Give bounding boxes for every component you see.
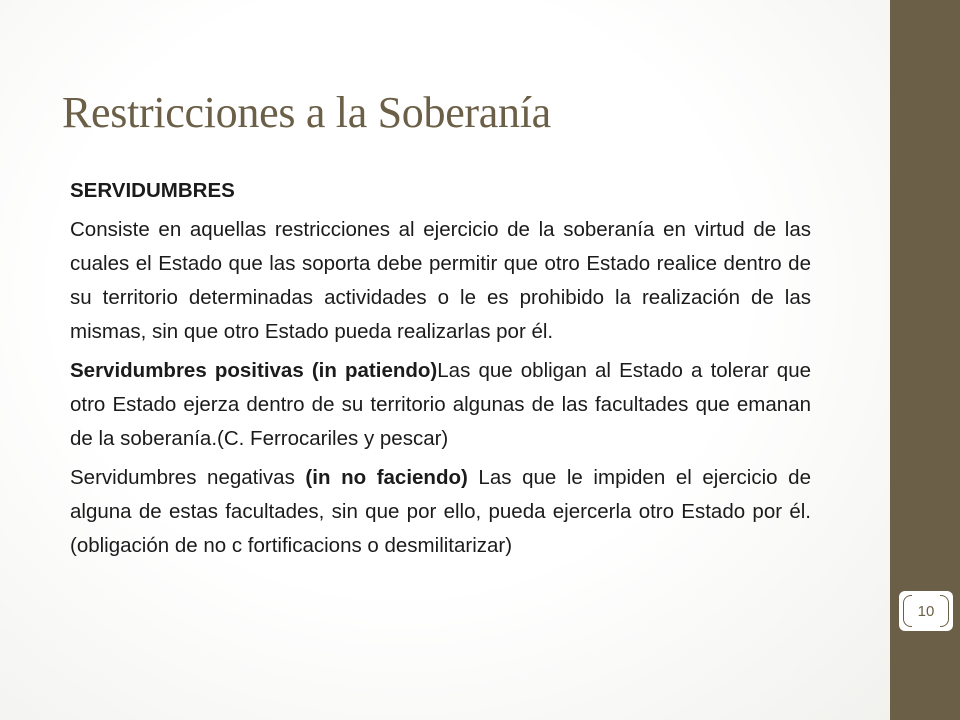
section-heading: SERVIDUMBRES — [70, 179, 235, 202]
negative-servitudes-paragraph — [70, 461, 811, 563]
negative-servitudes-text: Las que le impiden el ejercicio de alguna de estas facultades, sin que por ello, pueda ejercerla otro Estado por él. (obligación de no c fortificacions o desmilitarizar) — [70, 466, 811, 558]
slide-title: Restricciones a la Soberanía — [62, 88, 551, 137]
negative-servitudes-term: (in no faciendo) — [305, 466, 468, 490]
slide-body — [70, 174, 811, 568]
definition-paragraph: Consiste en aquellas restricciones al ejercicio de la soberanía en virtud de las cuales el Estado que las soporta debe permitir que otro Estado realice dentro de su territorio determinadas actividades o le es prohibido la realización de las mismas, sin que otro Estado pueda realizarlas por él. — [70, 218, 811, 344]
negative-servitudes-lead: Servidumbres negativas — [70, 466, 306, 490]
left-bracket-decoration — [903, 595, 912, 627]
positive-servitudes-term: Servidumbres positivas (in patiendo) — [70, 359, 438, 383]
page-number-badge — [899, 591, 953, 631]
positive-servitudes-paragraph — [70, 354, 811, 456]
page-number: 10 — [917, 602, 935, 620]
positive-servitudes-text: Las que obligan al Estado a tolerar que otro Estado ejerza dentro de su territorio algunas de las facultades que emanan de la soberanía.(C. Ferrocariles y pescar) — [70, 359, 812, 451]
right-bracket-decoration — [940, 595, 949, 627]
